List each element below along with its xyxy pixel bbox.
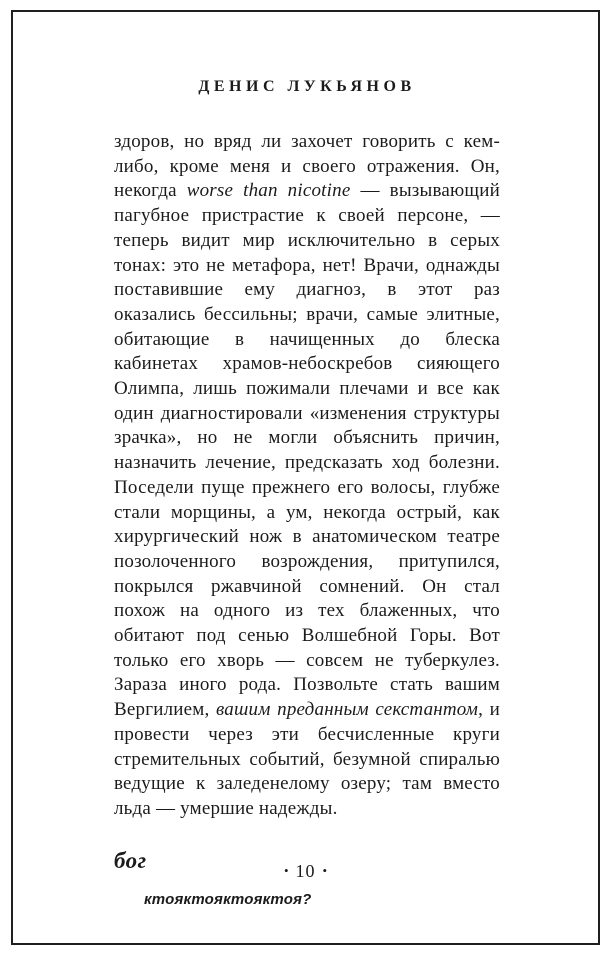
text-column [114,78,500,908]
body-paragraph [114,130,500,822]
section-heading: бог [114,847,147,873]
footer-left-dot: • [283,863,289,878]
body-segment-italic-english: worse than nicotine [186,180,351,202]
body-segment: — вызывающий пагубное пристрастие к своей персоне, — теперь видит мир исключительно в серых тонах: это не метафора, нет! Врачи, однажды поставившие ему диагноз, в этот раз оказались бессильны; врачи, самые элитные, обитающие в начищенных до блеска кабинетах храмов-небоскребов сияющего Олимпа, лишь пожимали плечами и все как один диагностировали «изменения структуры зрачка», но не могли объяснить причин, назначить лечение, предсказать ход болезни. Поседели пуще прежнего его волосы, глубже стали морщины, а ум, некогда острый, как хирургический нож в анатомическом театре позолоченного возрождения, притупился, покрылся ржавчиной сомнений. Он стал похож на одного из тех блаженных, что обитают под сенью Волшебной Горы. Вот только его хворь — совсем не туберкулез. Зараза иного рода. Позвольте стать вашим Вергилием, [114,180,500,721]
page-number: 10 [295,861,316,881]
author-header: ДЕНИС ЛУКЬЯНОВ [198,78,416,95]
body-segment-italic: вашим преданным секстантом [215,699,479,721]
section-subheading: ктояктояктояктоя? [144,890,312,908]
body-segment: здоров, но вряд ли захочет говорить с кем-либо, кроме меня и своего отражения. Он, некогда [114,131,500,202]
body-segment: , и провести через эти бесчисленные круги стремительных событий, безумной спиралью ведущие к заледенелому озеру; там вместо льда — умершие надежды. [114,699,500,819]
page-footer [0,861,611,882]
footer-right-dot: • [322,863,328,878]
